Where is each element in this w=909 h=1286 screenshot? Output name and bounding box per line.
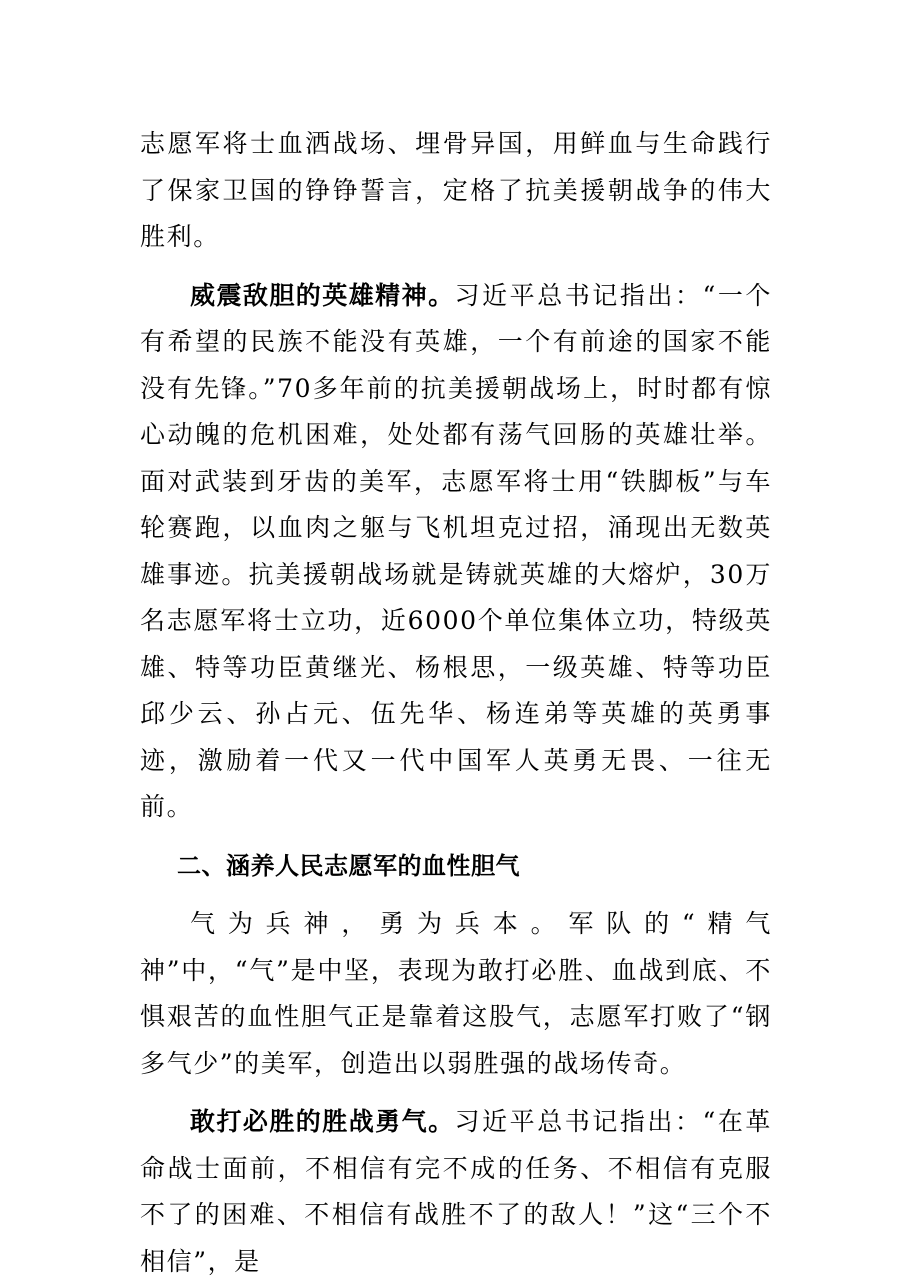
- paragraph-winning-courage: [140, 1099, 772, 1285]
- paragraph-continuation: [140, 121, 772, 261]
- paragraph-heroic-spirit: [140, 273, 772, 831]
- document-body: [140, 121, 772, 1285]
- paragraph-text: 气为兵神，勇为兵本。军队的“精气神”中，“气”是中坚，表现为敢打必胜、血战到底、不惧艰苦的血性胆气正是靠着这股气，志愿军打败了“钢多气少”的美军，创造出以弱胜强的战场传奇。: [140, 909, 772, 1078]
- paragraph-lead-heading: 威震敌胆的英雄精神。: [190, 280, 455, 310]
- section-heading: 二、涵养人民志愿军的血性胆气: [177, 851, 520, 880]
- paragraph-text: 习近平总书记指出：“一个有希望的民族不能没有英雄，一个有前途的国家不能没有先锋。”70多年前的抗美援朝战场上，时时都有惊心动魄的危机困难，处处都有荡气回肠的英雄壮举。面对武装到牙齿的美军，志愿军将士用“铁脚板”与车轮赛跑，以血肉之躯与飞机坦克过招，涌现出无数英雄事迹。抗美援朝战场就是铸就英雄的大熔炉，30万名志愿军将士立功，近6000个单位集体立功，特级英雄、特等功臣黄继光、杨根思，一级英雄、特等功臣邱少云、孙占元、伍先华、杨连弟等英雄的英勇事迹，激励着一代又一代中国军人英勇无畏、一往无前。: [140, 280, 772, 821]
- paragraph-courage-intro: [140, 901, 772, 1087]
- paragraph-lead-heading: 敢打必胜的胜战勇气。: [190, 1107, 455, 1136]
- paragraph-text: 习近平总书记指出：“在革命战士面前，不相信有完不成的任务、不相信有克服不了的困难、不相信有战胜不了的敌人！”这“三个不相信”，是: [140, 1107, 772, 1276]
- paragraph-text: 志愿军将士血洒战场、埋骨异国，用鲜血与生命践行了保家卫国的铮铮誓言，定格了抗美援朝战争的伟大胜利。: [140, 129, 772, 251]
